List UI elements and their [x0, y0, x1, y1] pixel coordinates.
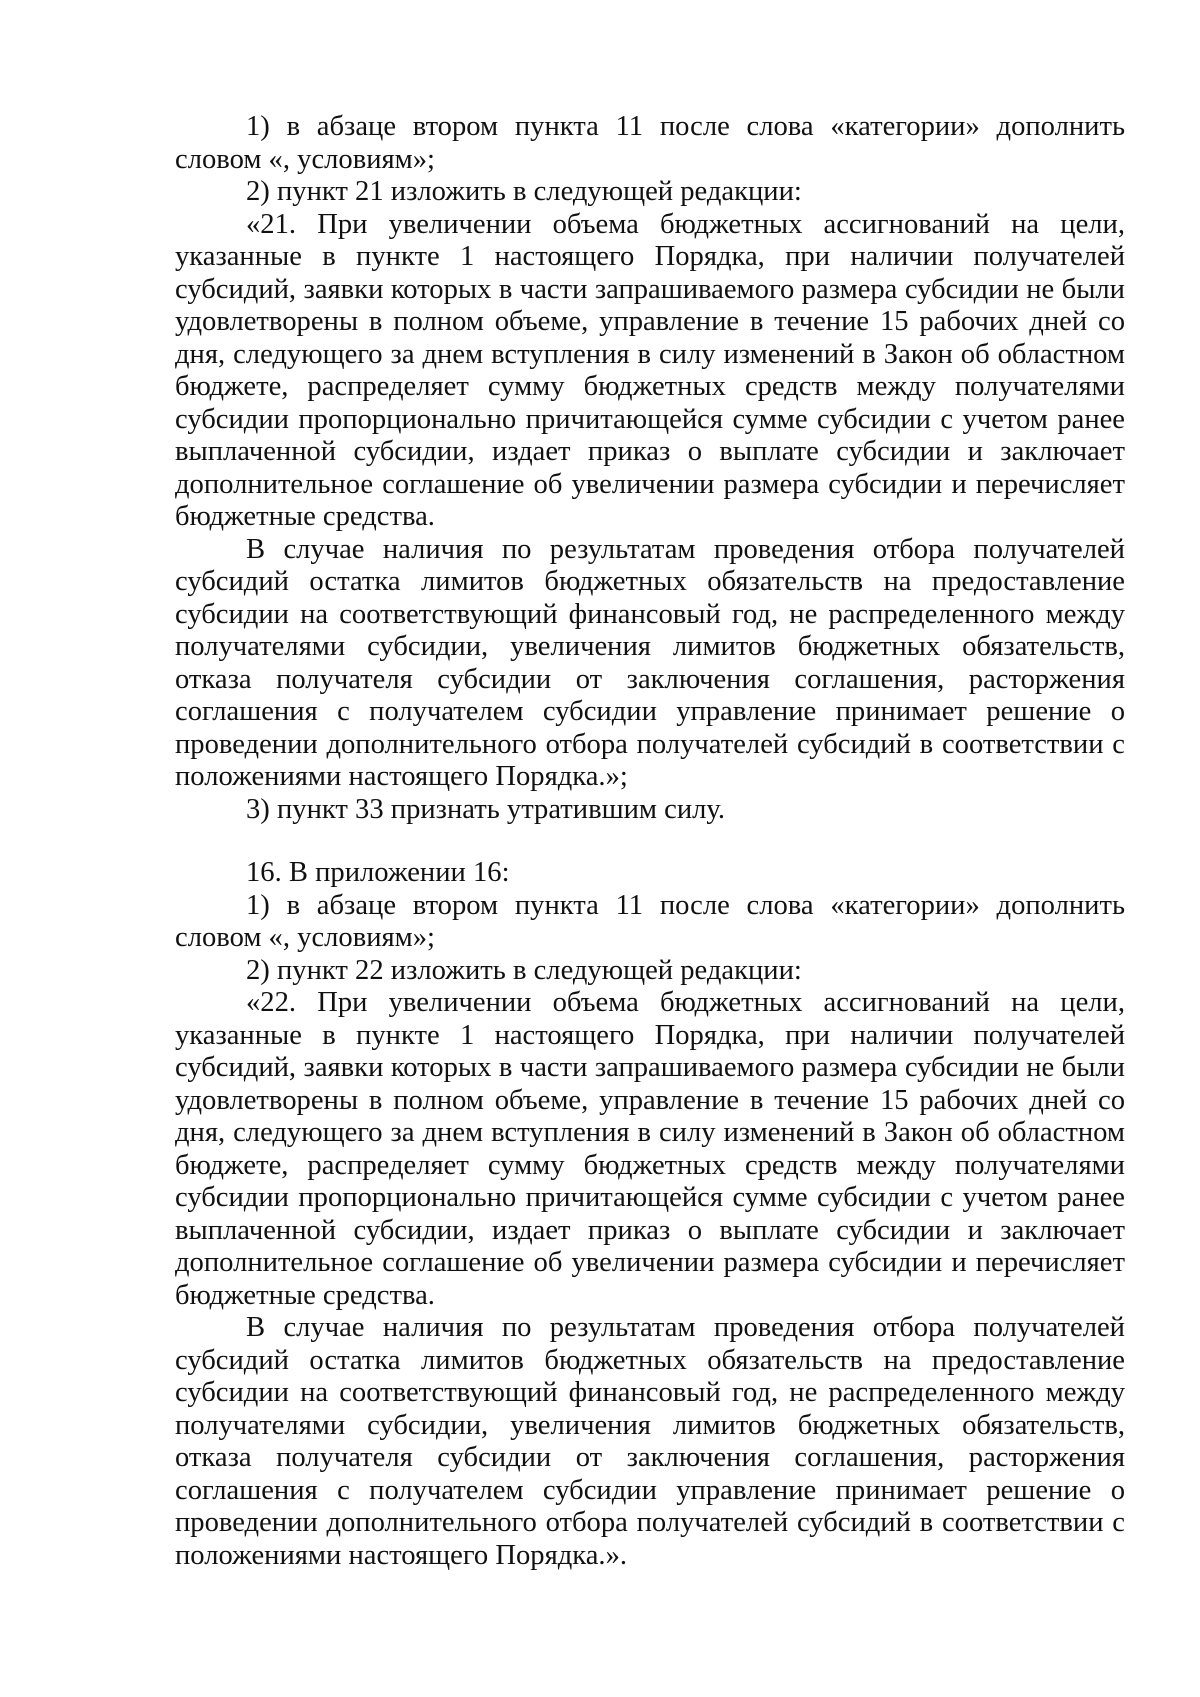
- section16-heading: 16. В приложении 16:: [246, 857, 510, 888]
- section15-item1: 1) в абзаце втором пункта 11 после слова «категории» дополнить словом «, условиям»;: [175, 111, 1125, 175]
- section16-quote-paragraph-1: «22. При увеличении объема бюджетных ассигнований на цели, указанные в пункте 1 настоящего Порядка, при наличии получателей субсидий, заявки которых в части запрашиваемого размера субсидии не были удовлетворены в полном объеме, управление в течение 15 рабочих дней со дня, следующего за днем вступления в силу изменений в Закон об областном бюджете, распределяет сумму бюджетных средств между получателями субсидии пропорционально причитающейся сумме субсидии с учетом ранее выплаченной субсидии, издает приказ о выплате субсидии и заключает дополнительное соглашение об увеличении размера субсидии и перечисляет бюджетные средства.: [175, 987, 1125, 1311]
- section15-item2: 2) пункт 21 изложить в следующей редакции:: [246, 176, 802, 207]
- section16-quote-paragraph-2: В случае наличия по результатам проведения отбора получателей субсидий остатка лимитов бюджетных обязательств на предоставление субсидии на соответствующий финансовый год, не распределенного между получателями субсидии, увеличения лимитов бюджетных обязательств, отказа получателя субсидии от заключения соглашения, расторжения соглашения с получателем субсидии управление принимает решение о проведении дополнительного отбора получателей субсидий в соответствии с положениями настоящего Порядка.».: [175, 1312, 1125, 1571]
- section15-item3: 3) пункт 33 признать утратившим силу.: [246, 793, 726, 825]
- document-page: [175, 111, 1125, 1572]
- section15-quote-paragraph-1: «21. При увеличении объема бюджетных ассигнований на цели, указанные в пункте 1 настоящего Порядка, при наличии получателей субсидий, заявки которых в части запрашиваемого размера субсидии не были удовлетворены в полном объеме, управление в течение 15 рабочих дней со дня, следующего за днем вступления в силу изменений в Закон об областном бюджете, распределяет сумму бюджетных средств между получателями субсидии пропорционально причитающейся сумме субсидии с учетом ранее выплаченной субсидии, издает приказ о выплате субсидии и заключает дополнительное соглашение об увеличении размера субсидии и перечисляет бюджетные средства.: [175, 208, 1125, 532]
- section16-item2: 2) пункт 22 изложить в следующей редакции:: [246, 954, 802, 986]
- section16-item1: 1) в абзаце втором пункта 11 после слова «категории» дополнить словом «, условиям»;: [175, 889, 1125, 953]
- section-spacer: [175, 826, 1125, 857]
- section15-quote-paragraph-2: В случае наличия по результатам проведения отбора получателей субсидий остатка лимитов бюджетных обязательств на предоставление субсидии на соответствующий финансовый год, не распределенного между получателями субсидии, увеличения лимитов бюджетных обязательств, отказа получателя субсидии от заключения соглашения, расторжения соглашения с получателем субсидии управление принимает решение о проведении дополнительного отбора получателей субсидий в соответствии с положениями настоящего Порядка.»;: [175, 533, 1125, 792]
